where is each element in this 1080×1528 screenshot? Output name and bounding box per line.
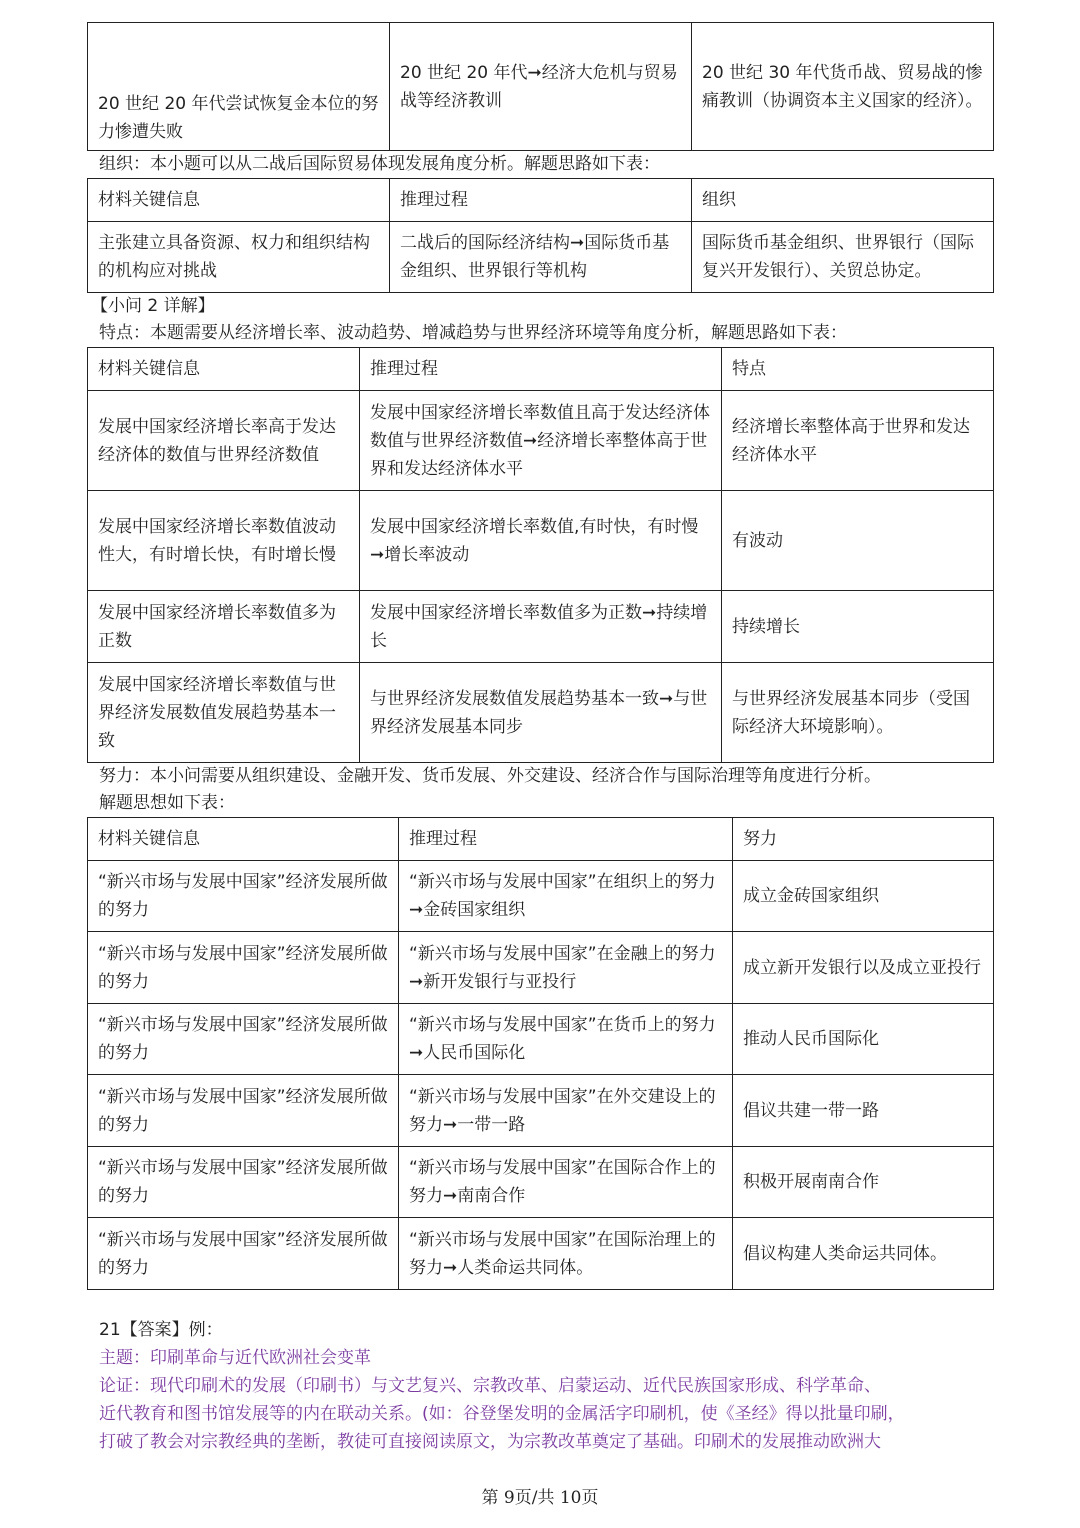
table-header-row xyxy=(88,179,994,222)
table-row xyxy=(88,491,994,591)
table-cell: 持续增长 xyxy=(722,591,994,663)
answer-section xyxy=(87,1316,993,1456)
table-cell: 倡议共建一带一路 xyxy=(733,1075,994,1147)
answer-argument-line: 近代教育和图书馆发展等的内在联动关系。(如：谷登堡发明的金属活字印刷机，使《圣经》得以批量印刷， xyxy=(99,1404,905,1424)
table-cell: 发展中国家经济增长率高于发达经济体的数值与世界经济数值 xyxy=(88,391,360,491)
table-row xyxy=(88,23,994,151)
answer-argument-line: 打破了教会对宗教经典的垄断，教徒可直接阅读原文，为宗教改革奠定了基础。印刷术的发展推动欧洲大 xyxy=(99,1432,881,1452)
table-row xyxy=(88,1075,994,1147)
table-cell: 20 世纪 30 年代货币战、贸易战的惨痛教训（协调资本主义国家的经济）。 xyxy=(692,23,994,151)
table-cell: 20 世纪 20 年代➞经济大危机与贸易战等经济教训 xyxy=(390,23,692,151)
column-header: 组织 xyxy=(692,179,994,222)
table-efforts xyxy=(87,817,994,1290)
table-cell: 20 世纪 20 年代尝试恢复金本位的努力惨遭失败 xyxy=(88,23,390,151)
table-cell: 发展中国家经济增长率数值波动性大，有时增长快，有时增长慢 xyxy=(88,491,360,591)
features-intro: 特点：本题需要从经济增长率、波动趋势、增减趋势与世界经济环境等角度分析，解题思路如下表： xyxy=(99,323,847,343)
column-header: 材料关键信息 xyxy=(88,348,360,391)
table-cell: 发展中国家经济增长率数值多为正数➞持续增长 xyxy=(360,591,722,663)
table-cell: “新兴市场与发展中国家”在国际治理上的努力➞人类命运共同体。 xyxy=(399,1218,733,1290)
table-cell: 与世界经济发展数值发展趋势基本一致➞与世界经济发展基本同步 xyxy=(360,663,722,763)
table-row xyxy=(88,861,994,932)
answer-argument-line: 论证：现代印刷术的发展（印刷书）与文艺复兴、宗教改革、启蒙运动、近代民族国家形成、科学革命、 xyxy=(99,1376,881,1396)
table-cell: 推动人民币国际化 xyxy=(733,1004,994,1075)
table-row xyxy=(88,1218,994,1290)
table-cell: 二战后的国际经济结构➞国际货币基金组织、世界银行等机构 xyxy=(390,222,692,293)
table-cell: “新兴市场与发展中国家”在国际合作上的努力➞南南合作 xyxy=(399,1147,733,1218)
table-cell: “新兴市场与发展中国家”经济发展所做的努力 xyxy=(88,1075,399,1147)
table-cell: “新兴市场与发展中国家”经济发展所做的努力 xyxy=(88,932,399,1004)
table-cell: “新兴市场与发展中国家”在外交建设上的努力➞一带一路 xyxy=(399,1075,733,1147)
column-header: 材料关键信息 xyxy=(88,818,399,861)
column-header: 推理过程 xyxy=(360,348,722,391)
table-cell: “新兴市场与发展中国家”经济发展所做的努力 xyxy=(88,861,399,932)
table-organization xyxy=(87,178,994,293)
table-cell: “新兴市场与发展中国家”经济发展所做的努力 xyxy=(88,1004,399,1075)
table-cell: 主张建立具备资源、权力和组织结构的机构应对挑战 xyxy=(88,222,390,293)
answer-heading: 21【答案】例： xyxy=(99,1320,223,1340)
table-cell: “新兴市场与发展中国家”在金融上的努力➞新开发银行与亚投行 xyxy=(399,932,733,1004)
table-row xyxy=(88,222,994,293)
table-cell: 发展中国家经济增长率数值多为正数 xyxy=(88,591,360,663)
table-row xyxy=(88,1147,994,1218)
table-cell: 倡议构建人类命运共同体。 xyxy=(733,1218,994,1290)
table-cell: 国际货币基金组织、世界银行（国际复兴开发银行）、关贸总协定。 xyxy=(692,222,994,293)
page-footer: 第 9页/共 10页 xyxy=(481,1488,599,1508)
table-cell: 有波动 xyxy=(722,491,994,591)
document-page xyxy=(87,22,993,1456)
table-cell: 与世界经济发展基本同步（受国际经济大环境影响）。 xyxy=(722,663,994,763)
table-row xyxy=(88,663,994,763)
question-2-title: 【小问 2 详解】 xyxy=(91,296,215,316)
column-header: 特点 xyxy=(722,348,994,391)
table-cell: 成立金砖国家组织 xyxy=(733,861,994,932)
column-header: 推理过程 xyxy=(390,179,692,222)
table-cell: 发展中国家经济增长率数值,有时快，有时慢➞增长率波动 xyxy=(360,491,722,591)
table-row xyxy=(88,1004,994,1075)
table-cell: “新兴市场与发展中国家”经济发展所做的努力 xyxy=(88,1218,399,1290)
table-header-row xyxy=(88,348,994,391)
table-header-row xyxy=(88,818,994,861)
column-header: 推理过程 xyxy=(399,818,733,861)
table-row xyxy=(88,391,994,491)
column-header: 材料关键信息 xyxy=(88,179,390,222)
table-cell: “新兴市场与发展中国家”在组织上的努力➞金砖国家组织 xyxy=(399,861,733,932)
table-features xyxy=(87,347,994,763)
table-cell: 成立新开发银行以及成立亚投行 xyxy=(733,932,994,1004)
column-header: 努力 xyxy=(733,818,994,861)
table-cell: 发展中国家经济增长率数值且高于发达经济体数值与世界经济数值➞经济增长率整体高于世界和发达经济体水平 xyxy=(360,391,722,491)
table-cell: “新兴市场与发展中国家”经济发展所做的努力 xyxy=(88,1147,399,1218)
efforts-intro: 努力：本小问需要从组织建设、金融开发、货币发展、外交建设、经济合作与国际治理等角度进行分析。 xyxy=(99,766,881,786)
table-cell: 积极开展南南合作 xyxy=(733,1147,994,1218)
table-row xyxy=(88,591,994,663)
org-intro: 组织：本小题可以从二战后国际贸易体现发展角度分析。解题思路如下表： xyxy=(99,154,660,174)
table-row xyxy=(88,932,994,1004)
answer-theme: 主题：印刷革命与近代欧洲社会变革 xyxy=(99,1348,371,1368)
table-cell: “新兴市场与发展中国家”在货币上的努力➞人民币国际化 xyxy=(399,1004,733,1075)
table-cell: 发展中国家经济增长率数值与世界经济发展数值发展趋势基本一致 xyxy=(88,663,360,763)
table-cell: 经济增长率整体高于世界和发达经济体水平 xyxy=(722,391,994,491)
table-monetary-lessons xyxy=(87,22,994,151)
efforts-intro-cont: 解题思想如下表： xyxy=(99,793,235,813)
